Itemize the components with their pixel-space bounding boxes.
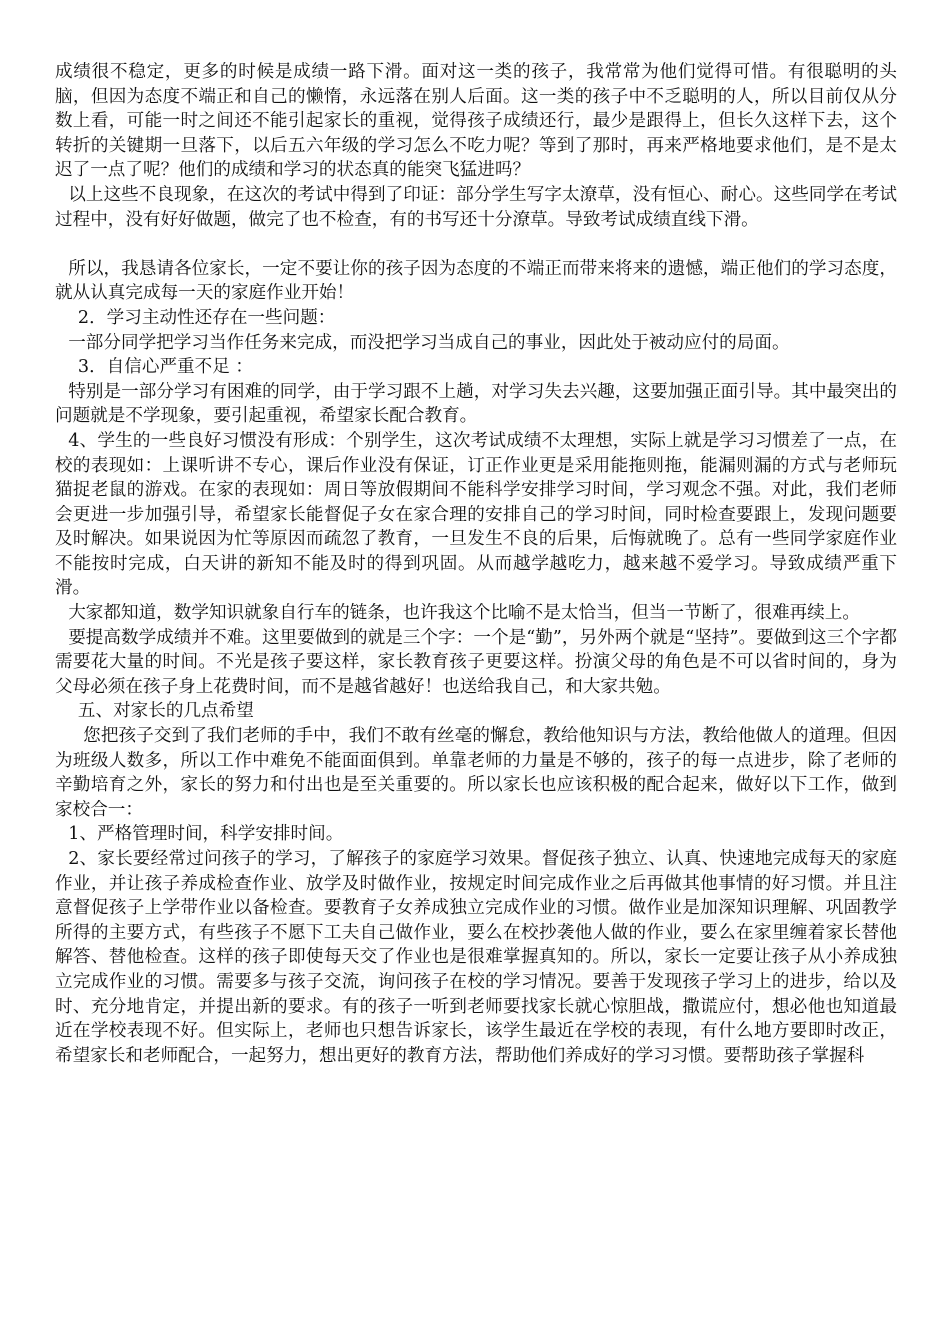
heading-learning-initiative: 2．学习主动性还存在一些问题：	[77, 307, 336, 328]
paragraph-appeal-to-parents: 所以，我恳请各位家长，一定不要让你的孩子因为态度的不端正而带来将来的遗憾，端正他们的学习态度，就从认真完成每一天的家庭作业开始！	[55, 258, 897, 304]
paragraph-good-habits: 4、学生的一些良好习惯没有形成：个别学生，这次考试成绩不太理想，实际上就是学习习惯差了一点，在校的表现如：上课听讲不专心，课后作业没有保证，订正作业更是采用能拖则拖，能漏则漏的方式与老师玩猫捉老鼠的游戏。在家的表现如：周日等放假期间不能科学安排学习时间，学习观念不强。对此，我们老师会更进一步加强引导，希望家长能督促子女在家合理的安排自己的学习时间，同时检查要跟上，发现问题要及时解决。如果说因为忙等原因而疏忽了教育，一旦发生不良的后果，后悔就晚了。总有一些同学家庭作业不能按时完成，白天讲的新知不能及时的得到巩固。从而越学越吃力，越来越不爱学习。导致成绩严重下滑。	[55, 430, 897, 599]
heading-hopes-for-parents: 五、对家长的几点希望	[77, 701, 254, 722]
document-page	[55, 60, 897, 1068]
paragraph-time-management: 1、严格管理时间，科学安排时间。	[68, 824, 344, 845]
paragraph-confidence: 特别是一部分学习有困难的同学，由于学习跟不上趟，对学习失去兴趣，这要加强正面引导。其中最突出的问题就是不学现象，要引起重视，希望家长配合教育。	[55, 381, 897, 427]
paragraph-learning-initiative: 一部分同学把学习当作任务来完成，而没把学习当成自己的事业，因此处于被动应付的局面。	[68, 332, 790, 353]
paragraph-bicycle-chain: 大家都知道，数学知识就象自行车的链条，也许我这个比喻不是太恰当，但当一节断了，很难再续上。	[68, 603, 860, 624]
paragraph-homework-supervision: 2、家长要经常过问孩子的学习，了解孩子的家庭学习效果。督促孩子独立、认真、快速地完成每天的家庭作业，并让孩子养成检查作业、放学及时做作业，按规定时间完成作业之后再做其他事情的好习惯。并且注意督促孩子上学带作业以备检查。要教育子女养成独立完成作业的习惯。做作业是加深知识理解、巩固教学所得的主要方式，有些孩子不愿下工夫自己做作业，要么在校抄袭他人做的作业，要么在家里缠着家长替他解答、替他检查。这样的孩子即使每天交了作业也是很难掌握真知的。所以，家长一定要让孩子从小养成独立完成作业的习惯。需要多与孩子交流，询问孩子在校的学习情况。要善于发现孩子学习上的进步，给以及时、充分地肯定，并提出新的要求。有的孩子一听到老师要找家长就心惊胆战，撒谎应付，想必他也知道最近在学校表现不好。但实际上，老师也只想告诉家长，该学生最近在学校的表现，有什么地方要即时改正，希望家长和老师配合，一起努力，想出更好的教育方法，帮助他们养成好的学习习惯。要帮助孩子掌握科	[55, 849, 897, 1066]
blank-line	[55, 232, 897, 257]
paragraph-entrust-children: 您把孩子交到了我们老师的手中，我们不敢有丝毫的懈怠，教给他知识与方法，教给他做人的道理。但因为班级人数多，所以工作中难免不能面面俱到。单靠老师的力量是不够的，孩子的每一点进步，除了老师的辛勤培育之外，家长的努力和付出也是至关重要的。所以家长也应该积极的配合起来，做好以下工作，做到家校合一：	[55, 726, 897, 820]
paragraph-grades-unstable: 成绩很不稳定，更多的时候是成绩一路下滑。面对这一类的孩子，我常常为他们觉得可惜。有很聪明的头脑，但因为态度不端正和自己的懒惰，永远落在别人后面。这一类的孩子中不乏聪明的人，所以目前仅从分数上看，可能一时之间还不能引起家长的重视，觉得孩子成绩还行，最少是跟得上，但长久这样下去，这个转折的关键期一旦落下，以后五六年级的学习怎么不吃力呢？等到了那时，再来严格地要求他们，是不是太迟了一点了呢？他们的成绩和学习的状态真的能突飞猛进吗？	[55, 62, 897, 181]
paragraph-bad-phenomena: 以上这些不良现象，在这次的考试中得到了印证：部分学生写字太潦草，没有恒心、耐心。这些同学在考试过程中，没有好好做题，做完了也不检查，有的书写还十分潦草。导致考试成绩直线下滑。	[55, 184, 897, 230]
paragraph-diligence-persistence: 要提高数学成绩并不难。这里要做到的就是三个字：一个是“勤”，另外两个就是“坚持”。要做到这三个字都需要花大量的时间。不光是孩子要这样，家长教育孩子更要这样。扮演父母的角色是不可以省时间的，身为父母必须在孩子身上花费时间，而不是越省越好！也送给我自己，和大家共勉。	[55, 627, 897, 697]
heading-confidence: 3．自信心严重不足 ：	[77, 357, 254, 378]
